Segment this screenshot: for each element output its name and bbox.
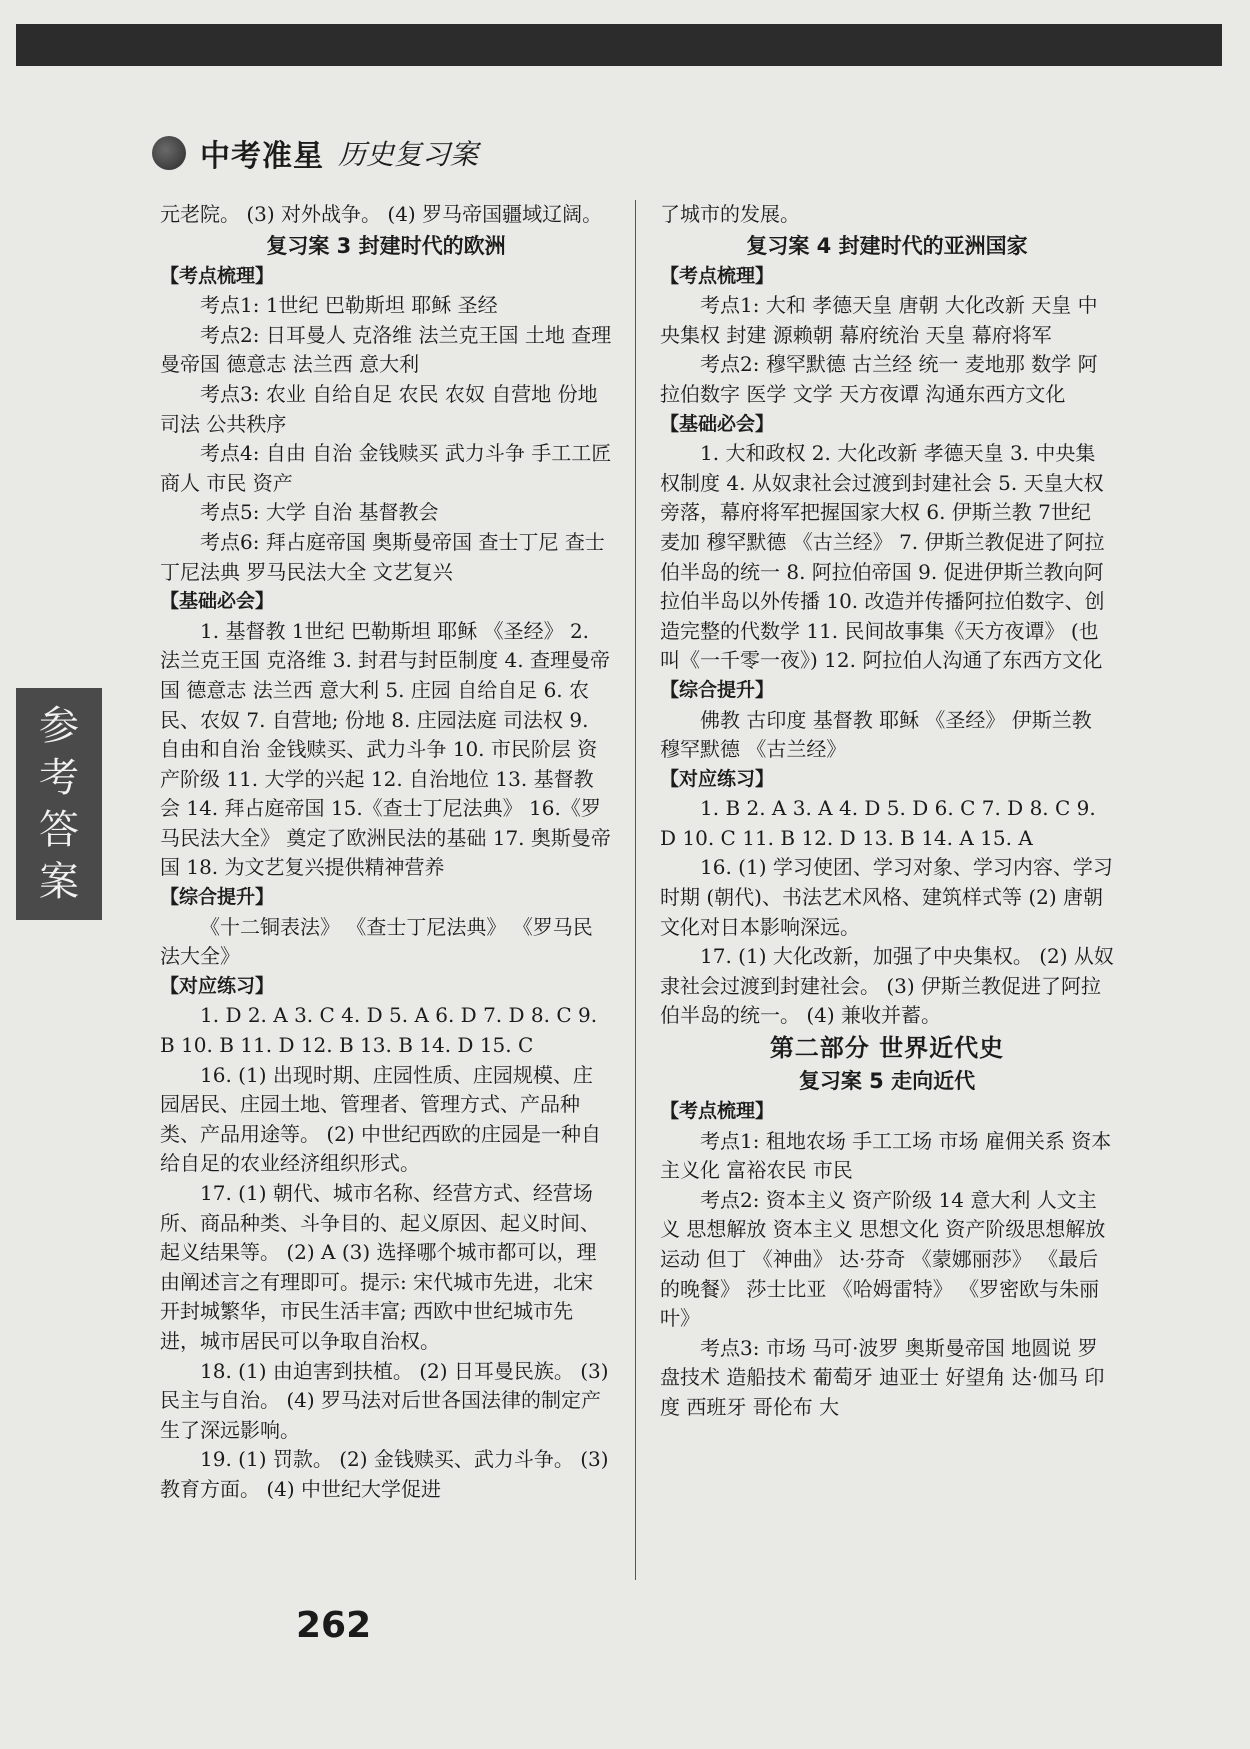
subsection-label: 【综合提升】 — [160, 886, 275, 909]
text-paragraph: 考点1: 租地农场 手工工场 市场 雇佣关系 资本主义化 富裕农民 市民 — [660, 1128, 1112, 1183]
text-paragraph: 考点2: 资本主义 资产阶级 14 意大利 人文主义 思想解放 资本主义 思想文化 资产阶级思想解放运动 但丁 《神曲》 达·芬奇 《蒙娜丽莎》 《最后的晚餐》 莎士比亚 《哈姆雷特》 《罗密欧与朱丽叶》 — [660, 1187, 1106, 1331]
side-tab-char: 参 — [39, 703, 79, 749]
section-heading: 复习案 3 封建时代的欧洲 — [266, 233, 506, 258]
text-paragraph: 佛教 古印度 基督教 耶稣 《圣经》 伊斯兰教 穆罕默德 《古兰经》 — [660, 707, 1092, 762]
text-paragraph: 考点4: 自由 自治 金钱赎买 武力斗争 手工工匠 商人 市民 资产 — [160, 441, 612, 495]
part-heading: 第二部分 世界近代史 — [769, 1034, 1005, 1063]
text-line: 元老院。 (3) 对外战争。 (4) 罗马帝国疆域辽阔。 — [160, 202, 603, 226]
brand-logo-icon — [152, 136, 186, 170]
side-tab-char: 考 — [39, 755, 79, 801]
text-paragraph: 18. (1) 由迫害到扶植。 (2) 日耳曼民族。 (3) 民主与自治。 (4) 罗马法对后世各国法律的制定产生了深远影响。 — [160, 1358, 609, 1442]
text-paragraph: 1. B 2. A 3. A 4. D 5. D 6. C 7. D 8. C 9. D 10. C 11. B 12. D 13. B 14. A 15. A — [660, 796, 1096, 850]
text-paragraph: 1. 大和政权 2. 大化改新 孝德天皇 3. 中央集权制度 4. 从奴隶社会过渡到封建社会 5. 天皇大权旁落，幕府将军把握国家大权 6. 伊斯兰教 7世纪 麦加 穆罕默德 《古兰经》 7. 伊斯兰教促进了阿拉伯半岛的统一 8. 阿拉伯帝国 9. 促进伊斯兰教向阿拉伯半岛以外传播 10. 改造并传播阿拉伯数字、创造完整的代数学 11. 民间故事集《天方夜谭》 (也叫《一千零一夜》) 12. 阿拉伯人沟通了东西方文化 — [660, 441, 1105, 673]
text-paragraph: 考点6: 拜占庭帝国 奥斯曼帝国 查士丁尼 查士丁尼法典 罗马民法大全 文艺复兴 — [160, 529, 605, 584]
subsection-label: 【基础必会】 — [660, 412, 775, 435]
text-paragraph: 考点3: 农业 自给自足 农民 农奴 自营地 份地 司法 公共秩序 — [160, 381, 598, 436]
text-paragraph: 1. D 2. A 3. C 4. D 5. A 6. D 7. D 8. C 9. B 10. B 11. D 12. B 13. B 14. D 15. C — [160, 1003, 598, 1058]
text-paragraph: 17. (1) 大化改新，加强了中央集权。 (2) 从奴隶社会过渡到封建社会。 (3) 伊斯兰教促进了阿拉伯半岛的统一。 (4) 兼收并蓄。 — [660, 944, 1114, 1028]
subsection-label: 【考点梳理】 — [660, 1100, 775, 1123]
text-paragraph: 16. (1) 学习使团、学习对象、学习内容、学习时期 (朝代)、书法艺术风格、建筑样式等 (2) 唐朝文化对日本影响深远。 — [660, 855, 1113, 939]
text-paragraph: 考点2: 日耳曼人 克洛维 法兰克王国 土地 查理曼帝国 德意志 法兰西 意大利 — [160, 322, 612, 377]
text-line: 了城市的发展。 — [660, 202, 800, 226]
subsection-label: 【综合提升】 — [660, 678, 775, 701]
text-paragraph: 考点3: 市场 马可·波罗 奥斯曼帝国 地圆说 罗盘技术 造船技术 葡萄牙 迪亚士 好望角 达·伽马 印度 西班牙 哥伦布 大 — [660, 1335, 1105, 1419]
page-header — [152, 128, 478, 178]
text-paragraph: 《十二铜表法》 《查士丁尼法典》 《罗马民法大全》 — [160, 914, 593, 969]
top-dark-band — [16, 24, 1222, 66]
page-number: 262 — [296, 1605, 372, 1646]
subsection-label: 【考点梳理】 — [160, 264, 275, 287]
side-tab-answers — [16, 688, 102, 920]
subsection-label: 【基础必会】 — [160, 590, 275, 613]
side-tab-char: 案 — [39, 859, 79, 905]
text-paragraph: 考点1: 1世纪 巴勒斯坦 耶稣 圣经 — [200, 293, 498, 318]
text-paragraph: 考点5: 大学 自治 基督教会 — [200, 500, 439, 525]
text-paragraph: 19. (1) 罚款。 (2) 金钱赎买、武力斗争。 (3) 教育方面。 (4) 中世纪大学促进 — [160, 1447, 609, 1501]
subsection-label: 【考点梳理】 — [660, 264, 775, 287]
section-heading: 复习案 5 走向近代 — [798, 1069, 976, 1094]
side-tab-char: 答 — [39, 807, 79, 853]
column-divider — [635, 200, 636, 1580]
text-paragraph: 1. 基督教 1世纪 巴勒斯坦 耶稣 《圣经》 2. 法兰克王国 克洛维 3. 封君与封臣制度 4. 查理曼帝国 德意志 法兰西 意大利 5. 庄园 自给自足 6. 农民、农奴 7. 自营地; 份地 8. 庄园法庭 司法权 9. 自由和自治 金钱赎买、武力斗争 10. 市民阶层 资产阶级 11. 大学的兴起 12. 自治地位 13. 基督教会 14. 拜占庭帝国 15.《查士丁尼法典》 16.《罗马民法大全》 奠定了欧洲民法的基础 17. 奥斯曼帝国 18. 为文艺复兴提供精神营养 — [160, 618, 611, 880]
section-heading: 复习案 4 封建时代的亚洲国家 — [746, 233, 1028, 258]
brand-title: 中考准星 — [200, 139, 324, 174]
book-subtitle: 历史复习案 — [338, 138, 479, 171]
text-paragraph: 16. (1) 出现时期、庄园性质、庄园规模、庄园居民、庄园土地、管理者、管理方式、产品种类、产品用途等。 (2) 中世纪西欧的庄园是一种自给自足的农业经济组织形式。 — [160, 1062, 602, 1176]
subsection-label: 【对应练习】 — [660, 767, 775, 790]
subsection-label: 【对应练习】 — [160, 974, 275, 997]
text-paragraph: 考点2: 穆罕默德 古兰经 统一 麦地那 数学 阿拉伯数字 医学 文学 天方夜谭 沟通东西方文化 — [660, 352, 1098, 406]
text-paragraph: 17. (1) 朝代、城市名称、经营方式、经营场所、商品种类、斗争目的、起义原因、起义时间、起义结果等。 (2) A (3) 选择哪个城市都可以，理由阐述言之有理即可。提示: 宋代城市先进，北宋开封城繁华，市民生活丰富; 西欧中世纪城市先进，城市居民可以争取自治权。 — [160, 1181, 600, 1353]
left-column — [160, 200, 612, 1590]
text-paragraph: 考点1: 大和 孝德天皇 唐朝 大化改新 天皇 中央集权 封建 源赖朝 幕府统治 天皇 幕府将军 — [660, 293, 1098, 347]
right-column — [660, 200, 1114, 1590]
